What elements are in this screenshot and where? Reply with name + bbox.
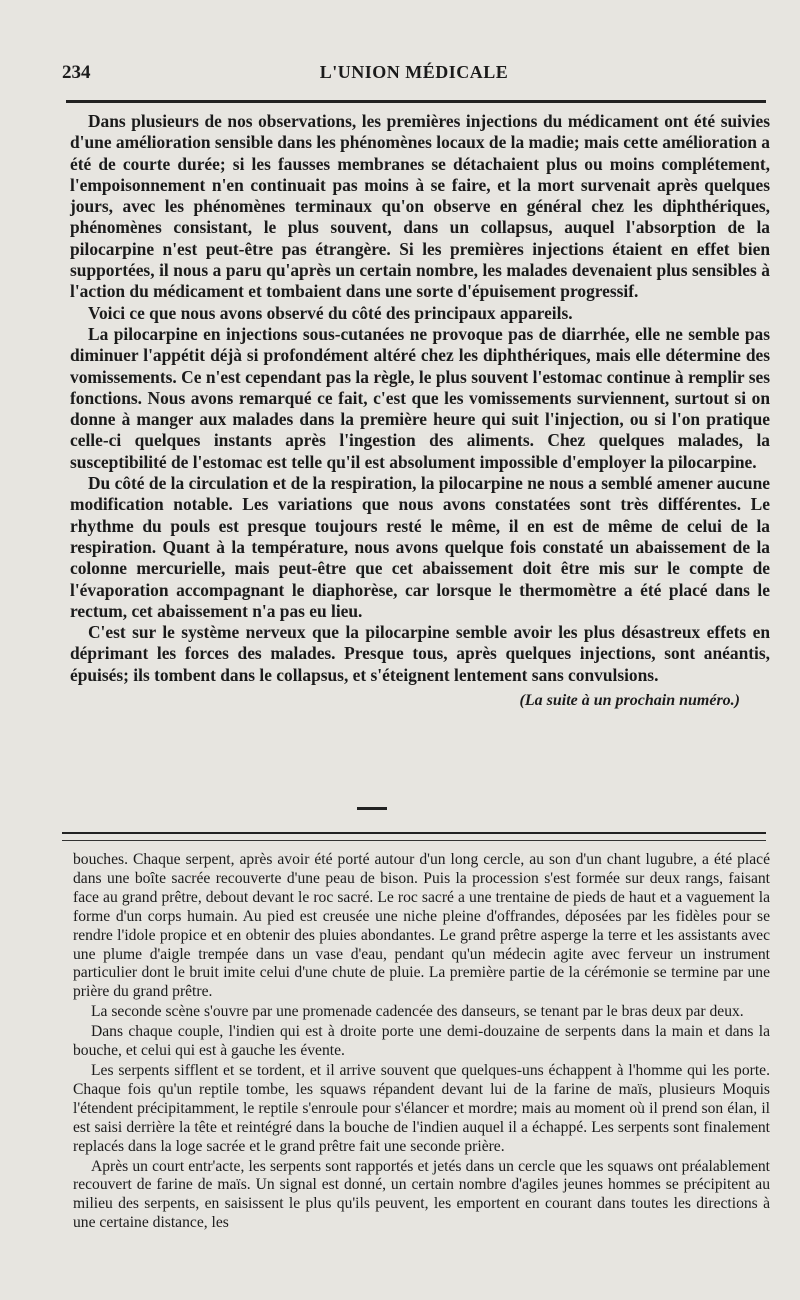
article-paragraph: C'est sur le système nerveux que la pilocarpine semble avoir les plus désastreux effets en déprimant les forces des malades. Presque tous, après quelques injections, sont anéantis, épuisés; ils tombent dans le collapsus, et s'éteignent lentement sans convulsions.	[70, 622, 770, 685]
header-rule	[66, 100, 766, 103]
feuilleton-separator	[62, 832, 766, 834]
article-paragraph: Dans plusieurs de nos observations, les premières injections du médicament ont été suivies d'une amélioration sensible dans les phénomènes locaux de la madie; mais cette amélioration a été de courte durée; si les fausses membranes se détachaient plus ou moins complétement, l'empoisonnement n'en continuait pas moins à se faire, et la mort survenait après quelques jours, avec les phénomènes terminaux qu'on observe en général chez les diphthériques, phénomènes consistant, le plus souvent, dans un collapsus, auquel l'absorption de la pilocarpine n'est peut-être pas étrangère. Si les premières injections étaient en effet bien supportées, il nous a paru qu'après un certain nombre, les malades devenaient plus sensibles à l'action du médicament et tombaient dans une sorte d'épuisement progressif.	[70, 111, 770, 302]
feuilleton-body	[73, 851, 770, 1234]
feuilleton-paragraph: Les serpents sifflent et se tordent, et il arrive souvent que quelques-uns échappent à l'homme qui les porte. Chaque fois qu'un reptile tombe, les squaws répandent devant lui de la farine de maïs, plusieurs Moquis l'étendent précipitamment, le reptile s'enroule pour s'élancer et mordre; mais au moment où il prend son élan, il est saisi derrière la tête et reintégré dans la bouche de l'indien auquel il a échappé. Les serpents sont finalement replacés dans la loge sacrée et le grand prêtre fait une seconde prière.	[73, 1061, 770, 1155]
page-header	[62, 62, 766, 92]
continued-note: (La suite à un prochain numéro.)	[519, 692, 740, 710]
journal-title: L'UNION MÉDICALE	[319, 62, 509, 82]
article-paragraph: La pilocarpine en injections sous-cutanées ne provoque pas de diarrhée, elle ne semble pas diminuer l'appétit déjà si profondément altéré chez les diphthériques, mais elle détermine des vomissements. Ce n'est cependant pas la règle, le plus souvent l'estomac continue à remplir ses fonctions. Nous avons remarqué ce fait, c'est que les vomissements surviennent, surtout si on donne à manger aux malades dans la première heure qui suit l'injection, ou si l'on pratique celle-ci quelques instants après l'ingestion des aliments. Chez quelques malades, la susceptibilité de l'estomac est telle qu'il est absolument impossible d'employer la pilocarpine.	[70, 323, 770, 472]
article-paragraph: Voici ce que nous avons observé du côté des principaux appareils.	[88, 302, 573, 323]
feuilleton-paragraph: Après un court entr'acte, les serpents sont rapportés et jetés dans un cercle que les squaws ont préalablement recouvert de farine de maïs. Un signal est donné, un certain nombre d'agiles jeunes hommes se précipitent au milieu des serpents, en saisissent le plus qu'ils peuvent, les emportent en courant dans toutes les directions à une certaine distance, les	[73, 1157, 770, 1232]
section-end-rule	[357, 807, 387, 810]
feuilleton-paragraph: bouches. Chaque serpent, après avoir été porté autour d'un long cercle, au son d'un chant lugubre, a été placé dans une boîte sacrée recouverte d'une peau de bison. Puis la procession s'est formée sur deux rangs, faisant face au grand prêtre, debout devant le roc sacré. Le roc sacré a une trentaine de pieds de haut et a vaguement la forme d'un corps humain. Au pied est creusée une niche pleine d'offrandes, déposées par les fidèles pour se rendre l'idole propice et en obtenir des pluies abondantes. Le grand prêtre asperge la terre et les assistants avec une plume d'aigle trempée dans un vase d'eau, pendant qu'un médecin agite avec ferveur un instrument particulier dont le bruit imite celui d'une chute de pluie. La première partie de la cérémonie se termine par une prière du grand prêtre.	[73, 851, 770, 1001]
page-number: 234	[62, 62, 91, 83]
article-paragraph: Du côté de la circulation et de la respiration, la pilocarpine ne nous a semblé amener aucune modification notable. Les variations que nous avons constatées sont très différentes. Le rhythme du pouls est presque toujours resté le même, il en est de même de celui de la respiration. Quant à la température, nous avons quelque fois constaté un abaissement de la colonne mercurielle, mais peut-être que cet abaissement doit être mis sur le compte de l'évaporation accompagnant le diaphorèse, car lorsque le thermomètre a été placé dans le rectum, cet abaissement n'a pas eu lieu.	[70, 473, 770, 621]
feuilleton-paragraph: Dans chaque couple, l'indien qui est à droite porte une demi-douzaine de serpents dans la main et dans la bouche, et celui qui est à gauche les évente.	[73, 1023, 770, 1060]
feuilleton-paragraph: La seconde scène s'ouvre par une promenade cadencée des danseurs, se tenant par le bras deux par deux.	[91, 1003, 744, 1021]
article-body	[70, 111, 770, 711]
feuilleton-separator-thin	[62, 840, 766, 841]
